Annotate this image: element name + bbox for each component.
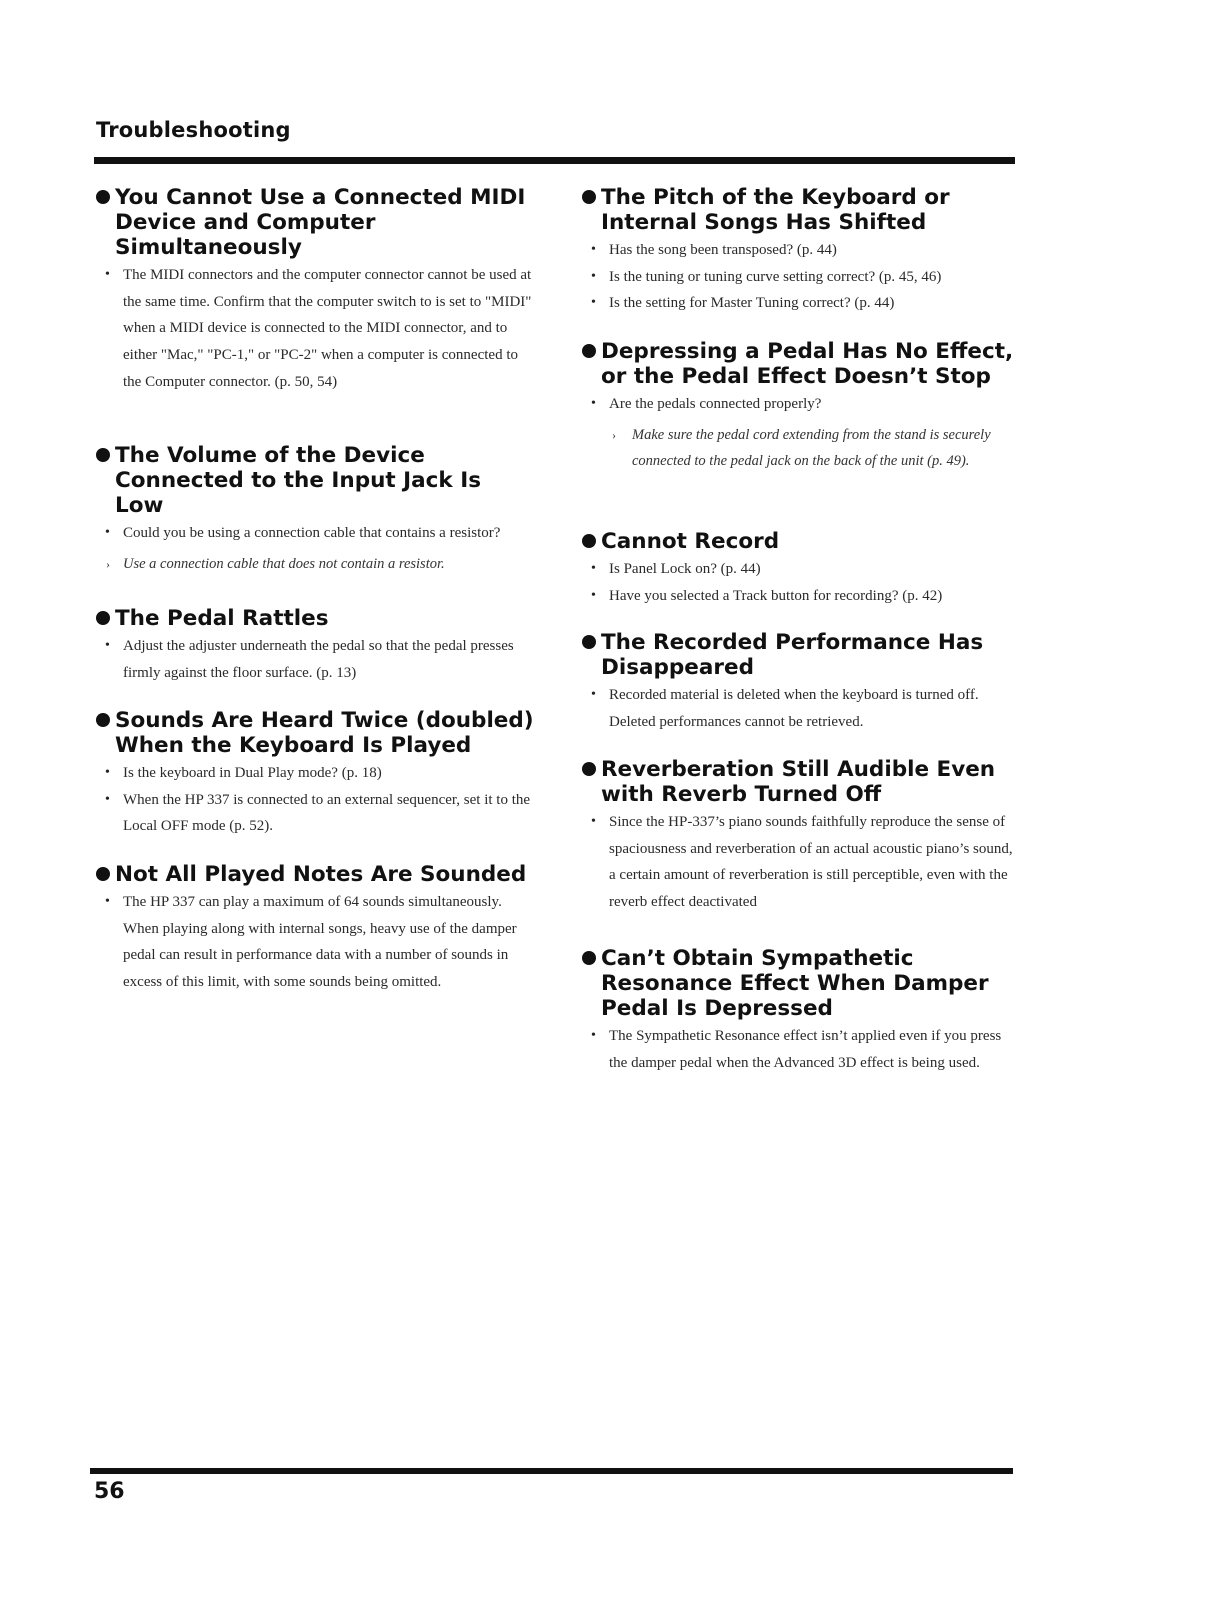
section-heading: You Cannot Use a Connected MIDI Device and Computer Simultaneously <box>96 185 536 260</box>
bullet-item: • Is Panel Lock on? (p. 44) <box>582 556 1022 583</box>
section-heading: Depressing a Pedal Has No Effect, or the Pedal Effect Doesn’t Stop <box>582 339 1022 389</box>
section-performance-disappeared <box>582 630 1022 735</box>
bullet-list <box>96 262 536 396</box>
page-number: 56 <box>94 1479 125 1504</box>
note-text: Make sure the pedal cord extending from the stand is securely connected to the pedal jack on the back of the unit (p. 49). <box>632 426 991 470</box>
solution-note <box>96 551 536 578</box>
bullet-item: • When the HP 337 is connected to an external sequencer, set it to the Local OFF mode (p. 52). <box>96 787 536 840</box>
bullet-item: • Recorded material is deleted when the keyboard is turned off. Deleted performances cannot be retrieved. <box>582 682 1022 735</box>
bullet-list <box>582 556 1022 609</box>
section-notes-not-sounded <box>96 862 536 996</box>
section-heading: Not All Played Notes Are Sounded <box>96 862 536 887</box>
bullet-list <box>582 391 1022 418</box>
header-rule <box>94 157 1015 164</box>
bullet-list <box>582 809 1022 916</box>
section-heading: The Pedal Rattles <box>96 606 536 631</box>
bullet-item: • Have you selected a Track button for recording? (p. 42) <box>582 583 1022 610</box>
page-title: Troubleshooting <box>96 118 291 142</box>
bullet-item: • Is the tuning or tuning curve setting correct? (p. 45, 46) <box>582 264 1022 291</box>
solution-note <box>582 422 1022 475</box>
bullet-item: • Since the HP-337’s piano sounds faithfully reproduce the sense of spaciousness and reverberation of an actual acoustic piano’s sound, a certain amount of reverberation is still perceptible, even with the reverb effect deactivated <box>582 809 1022 916</box>
bullet-list <box>96 633 536 686</box>
section-pedal-no-effect <box>582 339 1022 475</box>
bullet-item: • The MIDI connectors and the computer connector cannot be used at the same time. Confirm that the computer switch to is set to "MIDI" when a MIDI device is connected to the MIDI connector, and to either "Mac," "PC-1," or "PC-2" when a computer is connected to the Computer connector. (p. 50, 54) <box>96 262 536 396</box>
section-sounds-doubled <box>96 708 536 840</box>
section-pedal-rattles <box>96 606 536 686</box>
arrow-icon: › <box>612 427 616 442</box>
bullet-item: • Could you be using a connection cable that contains a resistor? <box>96 520 536 547</box>
section-heading: The Recorded Performance Has Disappeared <box>582 630 1022 680</box>
section-pitch-shifted <box>582 185 1022 317</box>
bullet-list <box>96 520 536 547</box>
section-sympathetic-resonance <box>582 946 1022 1076</box>
bullet-list <box>582 1023 1022 1076</box>
section-reverb-audible <box>582 757 1022 916</box>
section-heading: Reverberation Still Audible Even with Reverb Turned Off <box>582 757 1022 807</box>
section-cannot-record <box>582 529 1022 609</box>
bullet-list <box>582 237 1022 317</box>
arrow-icon: › <box>106 556 110 571</box>
bullet-list <box>96 760 536 840</box>
note-text: Use a connection cable that does not contain a resistor. <box>123 555 445 572</box>
section-midi-computer <box>96 185 536 396</box>
bullet-item: • The Sympathetic Resonance effect isn’t applied even if you press the damper pedal when the Advanced 3D effect is being used. <box>582 1023 1022 1076</box>
section-heading: Cannot Record <box>582 529 1022 554</box>
bullet-list <box>582 682 1022 735</box>
section-heading: Can’t Obtain Sympathetic Resonance Effect When Damper Pedal Is Depressed <box>582 946 1022 1021</box>
bullet-item: • Is the keyboard in Dual Play mode? (p. 18) <box>96 760 536 787</box>
footer-rule <box>90 1468 1013 1474</box>
section-heading: The Volume of the Device Connected to the Input Jack Is Low <box>96 443 536 518</box>
section-heading: Sounds Are Heard Twice (doubled) When the Keyboard Is Played <box>96 708 536 758</box>
bullet-item: • Are the pedals connected properly? <box>582 391 1022 418</box>
bullet-item: • Is the setting for Master Tuning correct? (p. 44) <box>582 290 1022 317</box>
bullet-item: • Has the song been transposed? (p. 44) <box>582 237 1022 264</box>
section-heading: The Pitch of the Keyboard or Internal Songs Has Shifted <box>582 185 1022 235</box>
bullet-item: • Adjust the adjuster underneath the pedal so that the pedal presses firmly against the floor surface. (p. 13) <box>96 633 536 686</box>
bullet-item: • The HP 337 can play a maximum of 64 sounds simultaneously. When playing along with internal songs, heavy use of the damper pedal can result in performance data with a number of sounds in excess of this limit, with some sounds being omitted. <box>96 889 536 996</box>
section-input-volume <box>96 443 536 577</box>
bullet-list <box>96 889 536 996</box>
